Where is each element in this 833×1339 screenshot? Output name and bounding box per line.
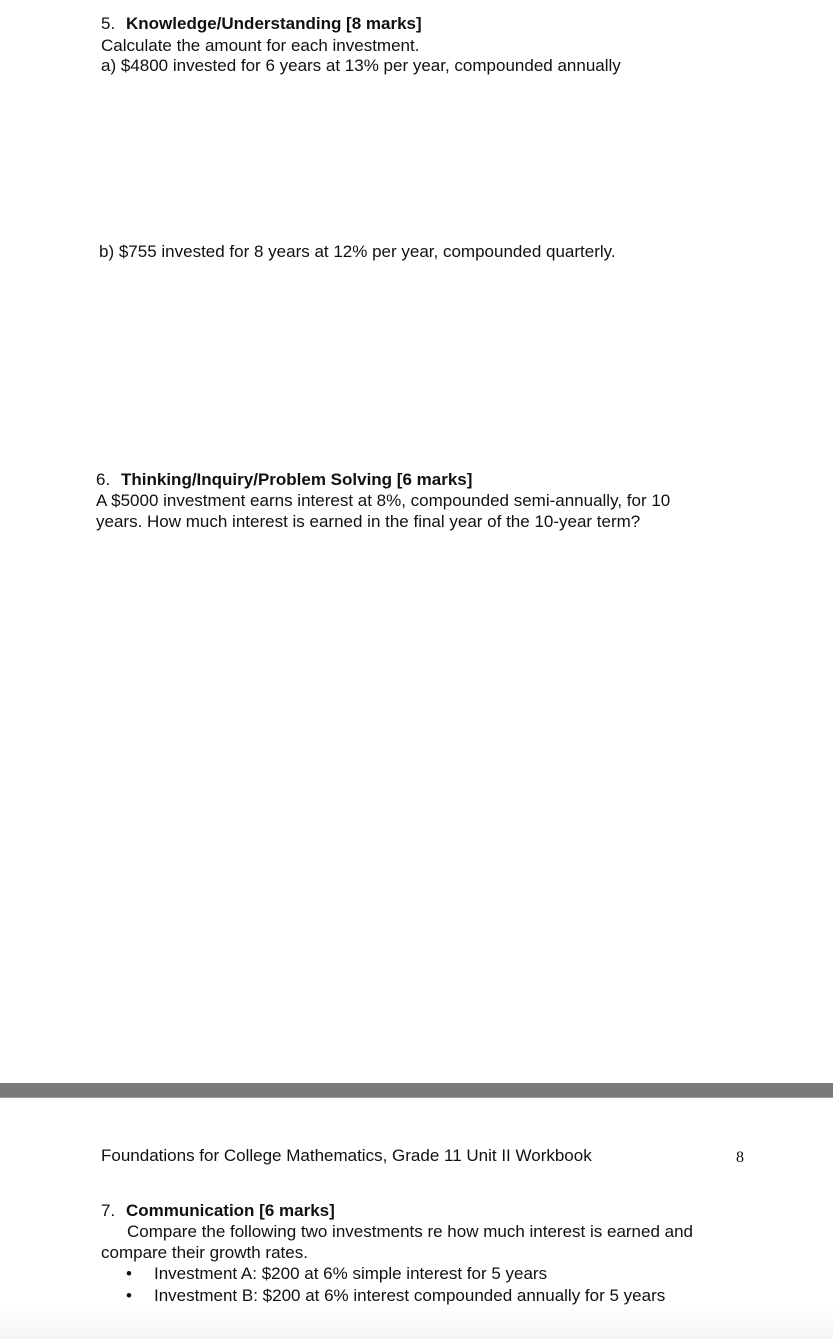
question-title: Thinking/Inquiry/Problem Solving [6 marks] [121,470,473,489]
question-6-heading [96,470,472,490]
question-5-part-b: b) $755 invested for 8 years at 12% per year, compounded quarterly. [99,242,616,261]
list-item [126,1264,547,1284]
list-item [126,1286,665,1306]
page-footer-title: Foundations for College Mathematics, Grade 11 Unit II Workbook [101,1146,592,1165]
question-title: Communication [6 marks] [126,1201,335,1220]
question-7-text-line-2: compare their growth rates. [101,1243,308,1262]
bullet-text: Investment A: $200 at 6% simple interest for 5 years [154,1264,548,1283]
question-5-part-a: a) $4800 invested for 6 years at 13% per year, compounded annually [101,56,621,75]
question-7-text-line-1: Compare the following two investments re how much interest is earned and [127,1222,694,1241]
question-number: 5. [101,14,116,33]
question-6-text-line-1: A $5000 investment earns interest at 8%, compounded semi-annually, for 10 [96,491,671,510]
page-separator [0,1083,833,1098]
question-6-text-line-2: years. How much interest is earned in the final year of the 10-year term? [96,512,641,531]
question-title: Knowledge/Understanding [8 marks] [126,14,422,33]
page-number: 8 [736,1149,744,1166]
question-number: 6. [96,470,111,489]
bullet-text: Investment B: $200 at 6% interest compounded annually for 5 years [154,1286,666,1305]
question-5-instruction: Calculate the amount for each investment. [101,36,420,55]
question-7-heading [101,1201,335,1221]
bullet-icon: • [126,1286,132,1305]
question-5-heading [101,14,422,34]
bullet-icon: • [126,1264,132,1283]
question-number: 7. [101,1201,116,1220]
